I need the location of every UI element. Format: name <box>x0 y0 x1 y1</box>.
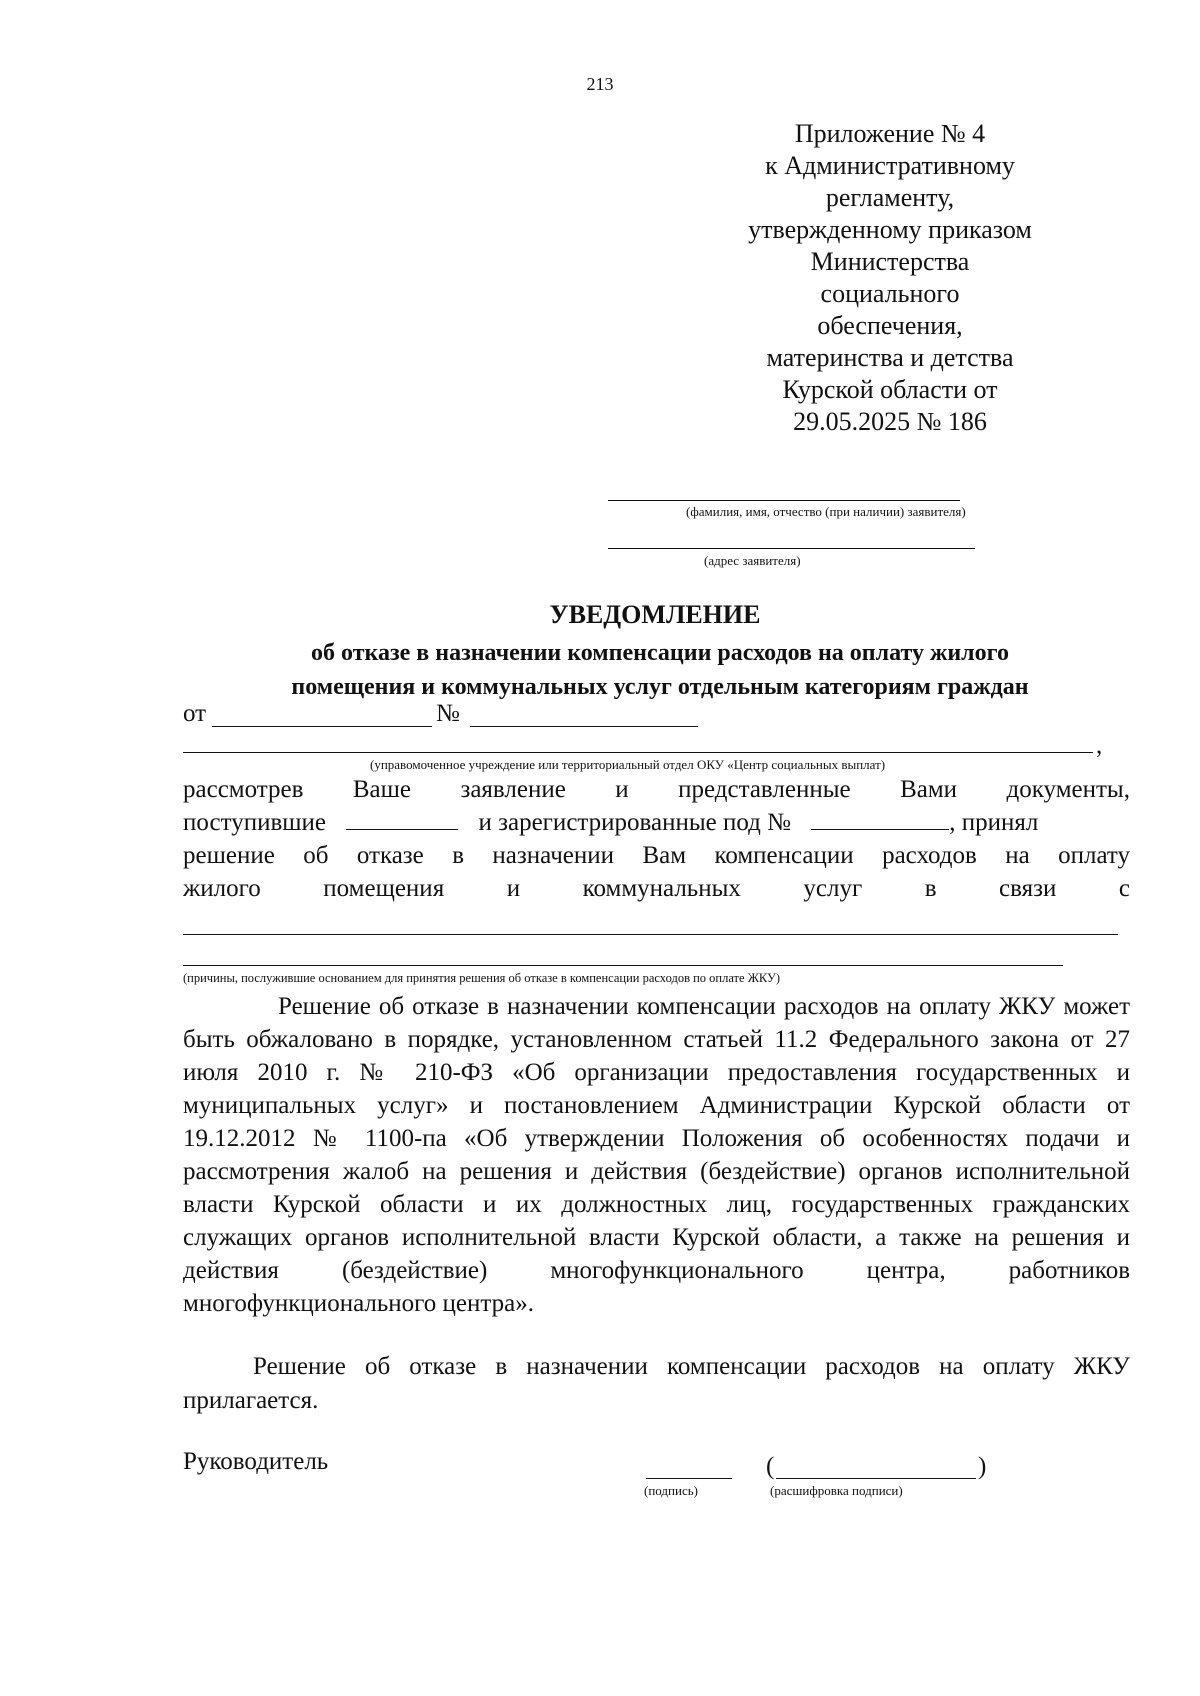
word: с <box>1118 875 1130 902</box>
text-segment: , принял <box>949 809 1039 836</box>
appendix-line: к Административному <box>765 151 1015 180</box>
word: и <box>615 776 629 803</box>
word: рассмотрев <box>183 776 304 803</box>
notice-subtitle-line: об отказе в назначении компенсации расходов на оплату жилого <box>311 640 1009 666</box>
appendix-line: регламенту, <box>825 183 955 212</box>
applicant-address-caption: (адрес заявителя) <box>704 553 801 568</box>
received-date-blank <box>346 809 458 830</box>
number-prefix: № <box>436 700 460 727</box>
word: и <box>506 875 521 902</box>
word: жилого <box>183 875 261 902</box>
word: в <box>452 842 464 869</box>
word: на <box>1005 842 1030 869</box>
body-line-2 <box>183 809 1130 837</box>
applicant-name-line <box>608 500 960 501</box>
appendix-line: социального <box>820 279 960 308</box>
decoding-line <box>776 1478 976 1479</box>
word: оплату <box>1058 842 1130 869</box>
word: расходов <box>882 842 977 869</box>
appeal-paragraph-text: Решение об отказе в назначении компенсации расходов на оплату ЖКУ может быть обжаловано в порядке, установленном статьей 11.2 Федерального закона от 27 июля 2010 г. № 210-ФЗ «Об организации предоставления государственных и муниципальных услуг» и постановлением Администрации Курской области от 19.12.2012 № 1100-па «Об утверждении Положения об особенностях подачи и рассмотрения жалоб на решения и действия (бездействие) органов исполнительной власти Курской области и их должностных лиц, государственных гражданских служащих органов исполнительной власти Курской области, а также на решения и действия (бездействие) многофункционального центра, работников многофункционального центра». <box>183 993 1130 1317</box>
word: Вам <box>642 842 687 869</box>
word: документы, <box>1006 776 1130 803</box>
appendix-line: обеспечения, <box>817 311 963 340</box>
body-line-3 <box>183 842 1130 870</box>
registration-number-blank <box>811 809 949 830</box>
signature-line <box>646 1478 732 1479</box>
appendix-line: Курской области от <box>782 375 998 404</box>
signature-role: Руководитель <box>183 1448 329 1475</box>
word: представленные <box>678 776 851 803</box>
word: услуг <box>803 875 863 902</box>
applicant-address-line <box>608 548 975 549</box>
body-line-1 <box>183 776 1130 804</box>
appendix-line: материнства и детства <box>766 343 1014 372</box>
appendix-line: Министерства <box>810 247 970 276</box>
decoding-caption: (расшифровка подписи) <box>770 1483 903 1498</box>
reasons-line-2 <box>183 965 1063 966</box>
number-blank <box>470 726 698 727</box>
applicant-name-caption: (фамилия, имя, отчество (при наличии) заявителя) <box>686 504 966 519</box>
word: в <box>924 875 937 902</box>
notice-subtitle-line: помещения и коммунальных услуг отдельным категориям граждан <box>291 674 1029 700</box>
appendix-line: утвержденному приказом <box>748 215 1032 244</box>
institution-line <box>183 752 1093 753</box>
institution-caption: (управомоченное учреждение или территориальный отдел ОКУ «Центр социальных выплат) <box>370 757 886 772</box>
word: компенсации <box>714 842 854 869</box>
appeal-paragraph <box>183 990 1130 1320</box>
attached-paragraph-text: Решение об отказе в назначении компенсации расходов на оплату ЖКУ прилагается. <box>183 1353 1130 1414</box>
appendix-header <box>655 118 1125 438</box>
word: Вами <box>900 776 958 803</box>
word: Ваше <box>352 776 411 803</box>
decoding-open-paren: ( <box>766 1453 775 1480</box>
word: об <box>303 842 329 869</box>
word: коммунальных <box>582 875 741 902</box>
appendix-line: 29.05.2025 № 186 <box>793 407 987 436</box>
institution-comma: , <box>1096 732 1103 759</box>
notice-subtitle <box>190 636 1130 704</box>
word: отказе <box>356 842 424 869</box>
word: помещения <box>323 875 445 902</box>
word: связи <box>999 875 1057 902</box>
text-segment: и зарегистрированные под № <box>478 809 791 836</box>
date-prefix: от <box>183 700 207 727</box>
page-number: 213 <box>586 74 614 94</box>
decoding-close-paren: ) <box>978 1453 987 1480</box>
reasons-caption: (причины, послужившие основанием для принятия решения об отказе в компенсации расходов по оплате ЖКУ) <box>183 971 780 985</box>
appendix-line: Приложение № 4 <box>794 119 986 148</box>
date-blank <box>212 726 432 727</box>
notice-title: УВЕДОМЛЕНИЕ <box>549 600 761 629</box>
text-segment: поступившие <box>183 809 326 836</box>
word: решение <box>183 842 275 869</box>
word: заявление <box>460 776 566 803</box>
body-line-4 <box>183 875 1130 903</box>
attached-paragraph <box>183 1350 1130 1418</box>
signature-caption: (подпись) <box>644 1483 698 1498</box>
reasons-line-1 <box>183 934 1118 935</box>
word: назначении <box>492 842 615 869</box>
